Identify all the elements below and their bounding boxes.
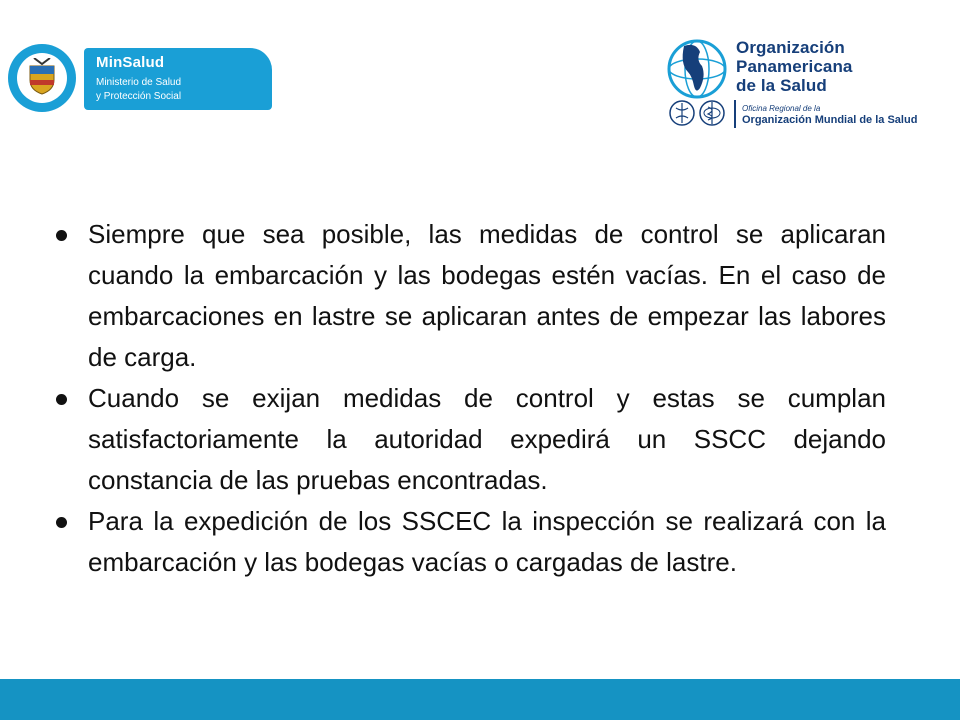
bullet-text: Cuando se exijan medidas de control y estas se cumplan satisfactoriamente la autoridad expedirá un SSCC dejando constancia de las pruebas encontradas. <box>88 383 886 495</box>
bullet-text: Para la expedición de los SSCEC la inspección se realizará con la embarcación y las bodegas vacías o cargadas de lastre. <box>88 506 886 577</box>
minsalud-subtitle-1: Ministerio de Salud <box>96 77 182 88</box>
bullet-item <box>50 214 886 378</box>
bullet-text: Siempre que sea posible, las medidas de control se aplicaran cuando la embarcación y las bodegas estén vacías. En el caso de embarcaciones en lastre se aplicaran antes de empezar las labores de carga. <box>88 219 886 372</box>
footer-bar <box>0 679 960 720</box>
colombia-seal-icon <box>8 44 76 112</box>
who-emblem-icon <box>668 98 730 128</box>
minsalud-logo <box>6 44 272 114</box>
bullet-item <box>50 378 886 501</box>
bullet-list <box>50 214 886 583</box>
bullet-item <box>50 501 886 583</box>
ops-logo <box>662 36 948 132</box>
minsalud-brand: MinSalud <box>96 54 165 71</box>
ops-title-line-3: de la Salud <box>736 76 827 95</box>
minsalud-badge <box>84 48 272 110</box>
minsalud-subtitle-2: y Protección Social <box>96 91 182 102</box>
ops-office-line-2: Organización Mundial de la Salud <box>742 114 918 126</box>
bullet-dot-icon <box>56 394 67 405</box>
bullet-dot-icon <box>56 230 67 241</box>
ops-divider <box>734 100 736 128</box>
americas-globe-icon <box>666 36 728 102</box>
bullet-dot-icon <box>56 517 67 528</box>
ops-office-line-1: Oficina Regional de la <box>742 104 821 113</box>
ops-title-line-2: Panamericana <box>736 57 853 76</box>
ops-title-line-1: Organización <box>736 38 845 57</box>
